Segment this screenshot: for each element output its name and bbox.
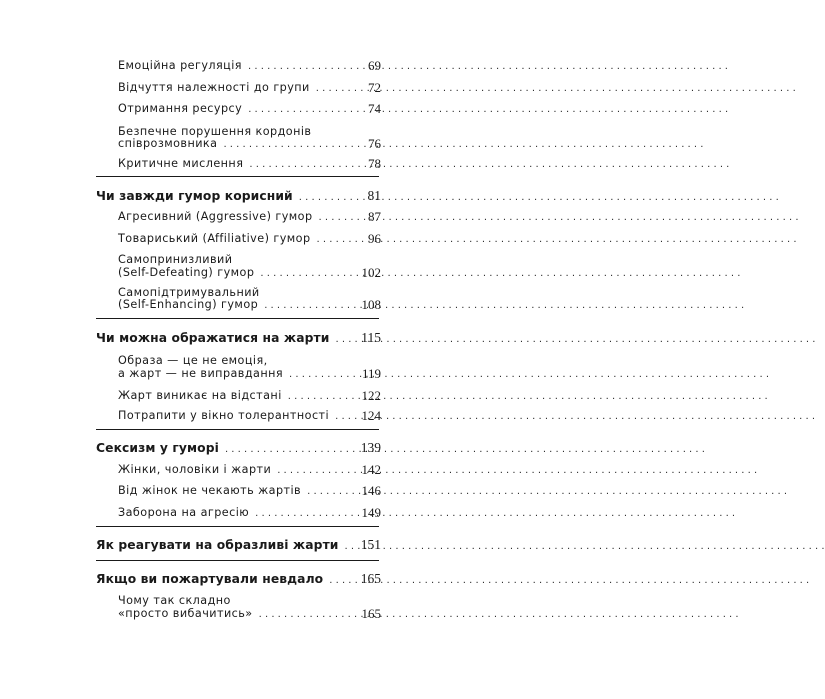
toc-entry-title: Чи можна ображатися на жарти [96,331,330,345]
toc-entry-title: Жарт виникає на відстані [118,389,282,402]
toc-entry-line [118,298,381,311]
toc-entry-title: Емоційна регуляція [118,59,242,72]
toc-entry-line [118,210,381,223]
toc-entry-title: Від жінок не чекають жартів [118,484,302,497]
toc-entry-line [118,102,381,115]
toc-entry-title: Критичне мислення [118,157,244,170]
toc-entry-title: Самопідтримувальний [118,286,260,299]
toc-entry-line [118,389,381,402]
toc-page-number: 142 [361,462,381,477]
toc-entry-title: Якщо ви пожартували невдало [96,572,324,586]
toc-entry-line [96,331,381,345]
toc-entry-line [118,484,381,497]
toc-page-number: 76 [368,136,381,151]
toc-page-number: 124 [361,408,381,423]
toc-entry-title: Чи завжди гумор корисний [96,189,293,203]
dot-leader [248,61,728,72]
toc-page-number: 146 [361,483,381,498]
toc-entry-line [118,463,381,476]
toc-entry-line [118,157,381,170]
dot-leader [345,541,825,552]
toc-entry-title: Як реагувати на образливі жарти [96,538,339,552]
toc-entry-title: «просто вибачитись» [118,607,253,620]
toc-page-number: 165 [361,606,381,621]
dot-leader [329,575,809,586]
toc-entry-title: (Self-Defeating) гумор [118,266,255,279]
dot-leader [335,411,815,422]
toc-page-number: 81 [367,188,381,203]
dot-leader [255,508,735,519]
toc-page-number: 139 [360,440,381,455]
toc-entry-title: Отримання ресурсу [118,102,243,115]
toc-entry-line [118,354,381,367]
toc-page-number: 102 [361,265,381,280]
toc-entry-line [96,189,381,203]
toc-entry-line [118,253,381,266]
dot-leader [316,83,796,94]
dot-leader [260,268,740,279]
toc-entry-line [118,59,381,72]
toc-entry-line [96,441,381,455]
section-divider [96,176,379,177]
section-divider [96,560,379,561]
toc-page-number: 69 [368,58,381,73]
toc-entry-title: Жінки, чоловіки і жарти [118,463,272,476]
toc-entry-title: Чому так складно [118,594,231,607]
section-divider [96,429,379,430]
toc-entry-title: а жарт — не виправдання [118,367,284,380]
toc-entry-line [96,572,381,586]
toc-entry-line [118,607,381,620]
dot-leader [319,212,799,223]
dot-leader [225,444,705,455]
toc-page-number: 119 [361,366,381,381]
toc-entry-line [118,266,381,279]
section-divider [96,526,379,527]
dot-leader [248,104,728,115]
dot-leader [264,300,744,311]
toc-page-number: 87 [368,209,381,224]
toc-page-number: 149 [361,505,381,520]
toc-entry-title: співрозмовника [118,137,218,150]
toc-page-number: 74 [368,101,381,116]
dot-leader [259,609,739,620]
toc-entry-title: (Self-Enhancing) гумор [118,298,259,311]
section-divider [96,318,379,319]
toc-page-number: 115 [361,330,381,345]
toc-page-number: 108 [361,297,381,312]
toc-entry-title: Самопринизливий [118,253,233,266]
toc-entry-title: Товариський (Affiliative) гумор [118,232,311,245]
toc-entry-line [118,232,381,245]
toc-entry-title: Відчуття належності до групи [118,81,310,94]
toc-page-number: 72 [368,80,381,95]
toc-page-number: 151 [360,537,381,552]
toc-entry-line [118,137,381,150]
dot-leader [277,465,757,476]
dot-leader [288,391,768,402]
dot-leader [335,334,815,345]
dot-leader [249,159,729,170]
toc-entry-line [118,506,381,519]
toc-entry-title: Заборона на агресію [118,506,250,519]
toc-entry-line [118,409,381,422]
dot-leader [317,234,797,245]
toc-page-number: 165 [360,571,381,586]
toc-page-number: 96 [368,231,381,246]
toc-entry-line [118,594,381,607]
toc-entry-line [118,367,381,380]
toc-page-number: 122 [361,388,381,403]
toc-entry-line [96,538,381,552]
toc-entry-title: Сексизм у гуморі [96,441,219,455]
toc-entry-title: Образа — це не емоція, [118,354,268,367]
toc-entry-title: Потрапити у вікно толерантності [118,409,330,422]
toc-page-number: 78 [368,156,381,171]
toc-entry-title: Агресивний (Aggressive) гумор [118,210,313,223]
toc-entry-title: Безпечне порушення кордонів [118,125,312,138]
dot-leader [223,139,703,150]
toc-entry-line [118,81,381,94]
